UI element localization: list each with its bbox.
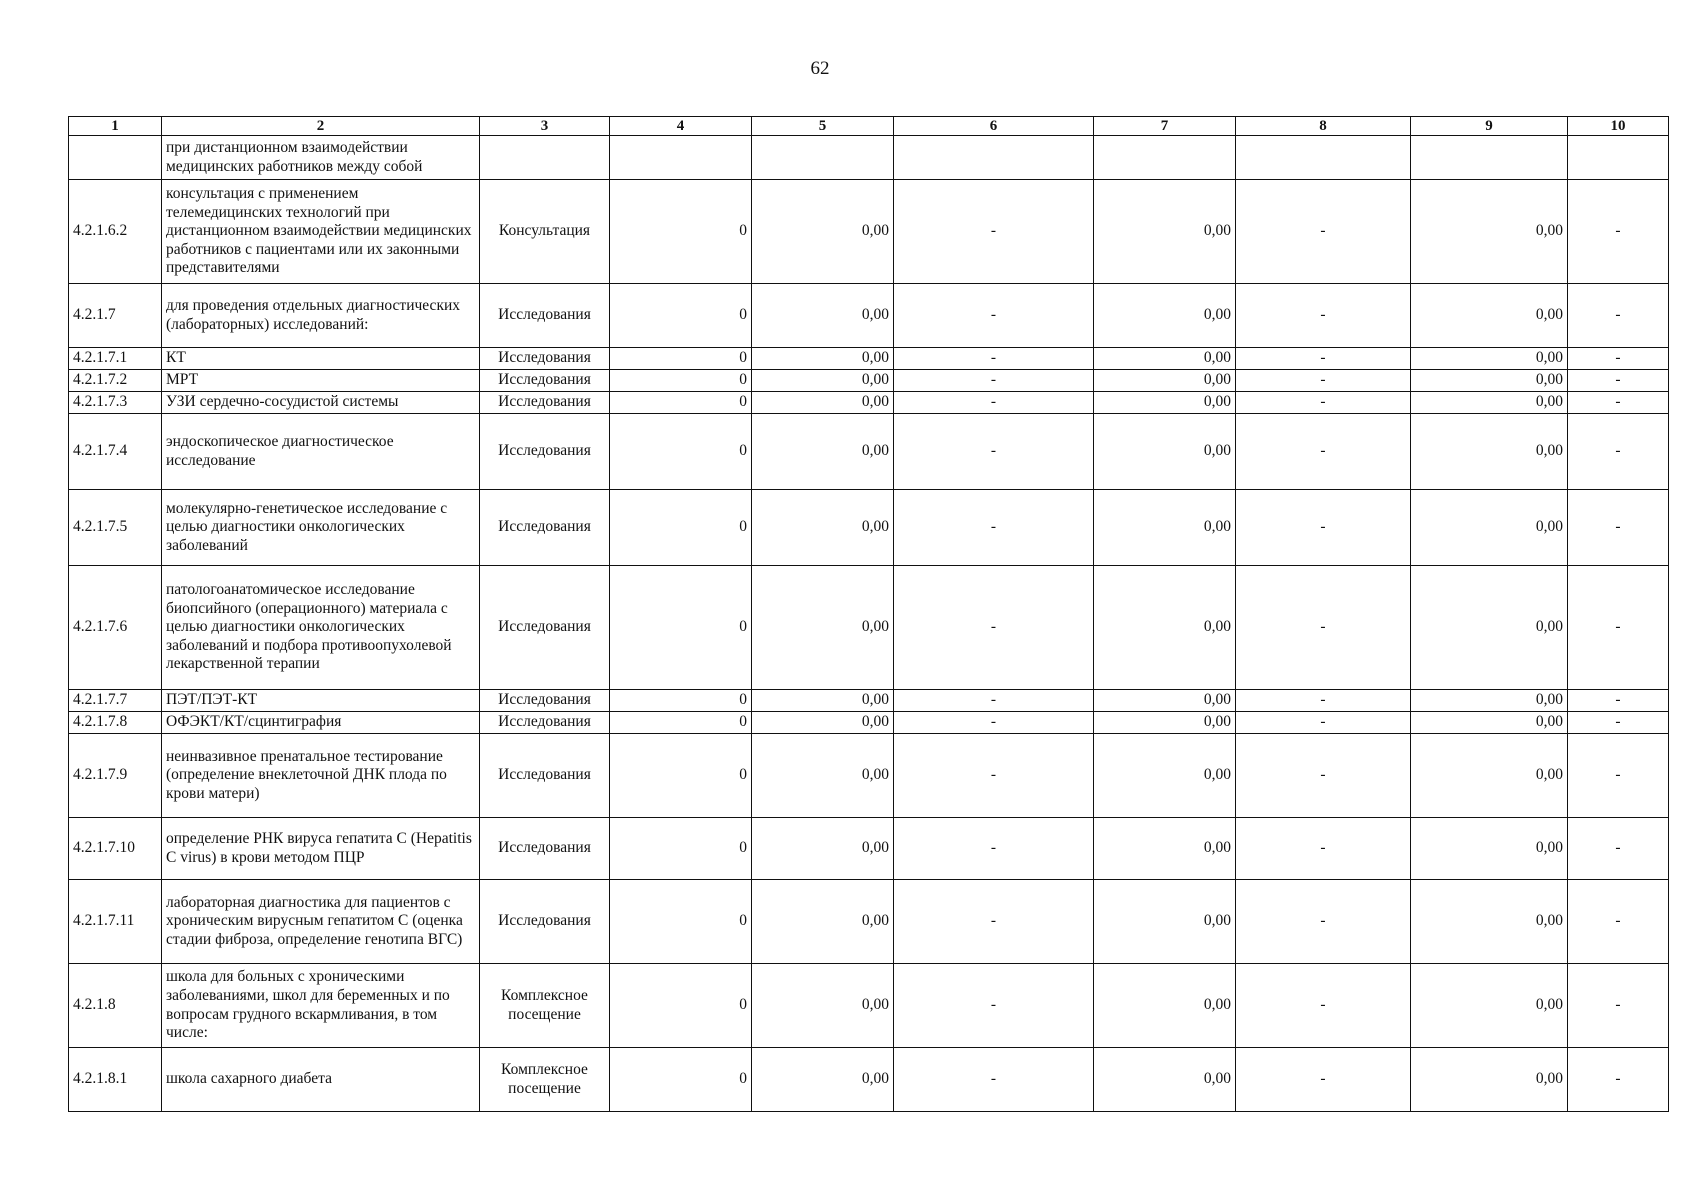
row-col4-cell: 0 <box>610 392 752 414</box>
page-number: 62 <box>810 58 830 79</box>
row-col10-cell: - <box>1568 284 1669 348</box>
row-col5-cell: 0,00 <box>752 348 894 370</box>
row-col9-cell: 0,00 <box>1411 712 1568 734</box>
row-unit-cell: Консультация <box>480 180 610 284</box>
row-col7-cell: 0,00 <box>1094 712 1236 734</box>
row-col6-cell: - <box>894 284 1094 348</box>
row-col7-cell: 0,00 <box>1094 392 1236 414</box>
row-col4-cell: 0 <box>610 1048 752 1112</box>
row-code-cell <box>69 136 162 180</box>
row-name-cell: КТ <box>162 348 480 370</box>
row-col10-cell: - <box>1568 348 1669 370</box>
row-code-cell: 4.2.1.6.2 <box>69 180 162 284</box>
row-col5-cell: 0,00 <box>752 690 894 712</box>
table-row <box>69 712 1669 734</box>
row-col4-cell: 0 <box>610 712 752 734</box>
row-col7-cell: 0,00 <box>1094 880 1236 964</box>
row-code-cell: 4.2.1.7.10 <box>69 818 162 880</box>
row-col7-cell: 0,00 <box>1094 690 1236 712</box>
table-row <box>69 392 1669 414</box>
row-col8-cell <box>1236 136 1411 180</box>
row-col6-cell: - <box>894 414 1094 490</box>
row-col10-cell: - <box>1568 712 1669 734</box>
row-col10-cell <box>1568 136 1669 180</box>
column-header: 9 <box>1411 117 1568 136</box>
row-col5-cell: 0,00 <box>752 284 894 348</box>
table-row <box>69 414 1669 490</box>
row-unit-cell: Исследования <box>480 348 610 370</box>
row-name-cell: патологоанатомическое исследование биопсийного (операционного) материала с целью диагностики онкологических заболеваний и подбора противоопухолевой лекарственной терапии <box>162 566 480 690</box>
row-col4-cell: 0 <box>610 370 752 392</box>
row-col9-cell: 0,00 <box>1411 284 1568 348</box>
row-code-cell: 4.2.1.7.5 <box>69 490 162 566</box>
row-col9-cell: 0,00 <box>1411 734 1568 818</box>
row-col8-cell: - <box>1236 818 1411 880</box>
row-col4-cell: 0 <box>610 880 752 964</box>
row-col9-cell: 0,00 <box>1411 490 1568 566</box>
row-col5-cell: 0,00 <box>752 370 894 392</box>
row-unit-cell: Комплексное посещение <box>480 964 610 1048</box>
row-col6-cell: - <box>894 690 1094 712</box>
column-header: 10 <box>1568 117 1669 136</box>
row-col10-cell: - <box>1568 734 1669 818</box>
row-col7-cell: 0,00 <box>1094 734 1236 818</box>
row-col10-cell: - <box>1568 880 1669 964</box>
row-col6-cell: - <box>894 392 1094 414</box>
row-col10-cell: - <box>1568 370 1669 392</box>
row-col4-cell: 0 <box>610 818 752 880</box>
row-col10-cell: - <box>1568 392 1669 414</box>
table-row <box>69 1048 1669 1112</box>
row-col6-cell <box>894 136 1094 180</box>
data-table <box>68 116 1669 1112</box>
row-code-cell: 4.2.1.7.4 <box>69 414 162 490</box>
table-row <box>69 566 1669 690</box>
row-col10-cell: - <box>1568 566 1669 690</box>
row-col8-cell: - <box>1236 712 1411 734</box>
row-code-cell: 4.2.1.8 <box>69 964 162 1048</box>
row-col9-cell: 0,00 <box>1411 566 1568 690</box>
table-row <box>69 348 1669 370</box>
row-col6-cell: - <box>894 964 1094 1048</box>
row-col9-cell: 0,00 <box>1411 348 1568 370</box>
row-col5-cell: 0,00 <box>752 414 894 490</box>
row-col8-cell: - <box>1236 734 1411 818</box>
table-row <box>69 690 1669 712</box>
row-col7-cell: 0,00 <box>1094 348 1236 370</box>
row-col4-cell: 0 <box>610 690 752 712</box>
row-name-cell: неинвазивное пренатальное тестирование (определение внеклеточной ДНК плода по крови матери) <box>162 734 480 818</box>
row-col10-cell: - <box>1568 490 1669 566</box>
row-col5-cell <box>752 136 894 180</box>
row-code-cell: 4.2.1.7 <box>69 284 162 348</box>
row-name-cell: ПЭТ/ПЭТ-КТ <box>162 690 480 712</box>
row-unit-cell: Исследования <box>480 690 610 712</box>
row-name-cell: при дистанционном взаимодействии медицинских работников между собой <box>162 136 480 180</box>
row-col8-cell: - <box>1236 370 1411 392</box>
row-col9-cell: 0,00 <box>1411 690 1568 712</box>
row-col5-cell: 0,00 <box>752 180 894 284</box>
row-col6-cell: - <box>894 348 1094 370</box>
row-unit-cell: Исследования <box>480 370 610 392</box>
column-header: 5 <box>752 117 894 136</box>
row-col6-cell: - <box>894 370 1094 392</box>
row-col4-cell <box>610 136 752 180</box>
row-code-cell: 4.2.1.7.7 <box>69 690 162 712</box>
row-col4-cell: 0 <box>610 964 752 1048</box>
row-code-cell: 4.2.1.7.9 <box>69 734 162 818</box>
row-code-cell: 4.2.1.7.8 <box>69 712 162 734</box>
row-col5-cell: 0,00 <box>752 880 894 964</box>
row-code-cell: 4.2.1.7.3 <box>69 392 162 414</box>
row-col5-cell: 0,00 <box>752 392 894 414</box>
column-header: 2 <box>162 117 480 136</box>
row-code-cell: 4.2.1.7.11 <box>69 880 162 964</box>
row-col9-cell: 0,00 <box>1411 880 1568 964</box>
row-name-cell: определение РНК вируса гепатита С (Hepatitis С virus) в крови методом ПЦР <box>162 818 480 880</box>
row-col7-cell <box>1094 136 1236 180</box>
table-row <box>69 964 1669 1048</box>
column-header: 8 <box>1236 117 1411 136</box>
row-name-cell: для проведения отдельных диагностических (лабораторных) исследований: <box>162 284 480 348</box>
row-col7-cell: 0,00 <box>1094 818 1236 880</box>
row-col4-cell: 0 <box>610 414 752 490</box>
row-col10-cell: - <box>1568 1048 1669 1112</box>
column-header: 3 <box>480 117 610 136</box>
row-col9-cell: 0,00 <box>1411 392 1568 414</box>
row-unit-cell: Исследования <box>480 734 610 818</box>
row-col5-cell: 0,00 <box>752 964 894 1048</box>
row-name-cell: школа для больных с хроническими заболеваниями, школ для беременных и по вопросам грудного вскармливания, в том числе: <box>162 964 480 1048</box>
row-col9-cell: 0,00 <box>1411 1048 1568 1112</box>
row-col7-cell: 0,00 <box>1094 1048 1236 1112</box>
row-name-cell: УЗИ сердечно-сосудистой системы <box>162 392 480 414</box>
row-col8-cell: - <box>1236 180 1411 284</box>
row-col10-cell: - <box>1568 414 1669 490</box>
row-col7-cell: 0,00 <box>1094 566 1236 690</box>
row-col7-cell: 0,00 <box>1094 414 1236 490</box>
row-col5-cell: 0,00 <box>752 566 894 690</box>
row-code-cell: 4.2.1.8.1 <box>69 1048 162 1112</box>
table-row <box>69 180 1669 284</box>
row-col5-cell: 0,00 <box>752 734 894 818</box>
row-col9-cell: 0,00 <box>1411 818 1568 880</box>
column-header: 6 <box>894 117 1094 136</box>
table-body <box>69 136 1669 1112</box>
row-unit-cell: Комплексное посещение <box>480 1048 610 1112</box>
row-col6-cell: - <box>894 818 1094 880</box>
row-col8-cell: - <box>1236 880 1411 964</box>
row-col10-cell: - <box>1568 964 1669 1048</box>
row-unit-cell: Исследования <box>480 490 610 566</box>
row-col6-cell: - <box>894 180 1094 284</box>
row-col7-cell: 0,00 <box>1094 370 1236 392</box>
row-unit-cell: Исследования <box>480 566 610 690</box>
row-col9-cell: 0,00 <box>1411 964 1568 1048</box>
row-name-cell: эндоскопическое диагностическое исследование <box>162 414 480 490</box>
row-col5-cell: 0,00 <box>752 1048 894 1112</box>
row-col9-cell <box>1411 136 1568 180</box>
row-col4-cell: 0 <box>610 348 752 370</box>
row-code-cell: 4.2.1.7.2 <box>69 370 162 392</box>
row-col5-cell: 0,00 <box>752 818 894 880</box>
table-row <box>69 818 1669 880</box>
column-header: 4 <box>610 117 752 136</box>
row-col6-cell: - <box>894 734 1094 818</box>
row-col8-cell: - <box>1236 284 1411 348</box>
row-col8-cell: - <box>1236 566 1411 690</box>
row-col4-cell: 0 <box>610 490 752 566</box>
row-col8-cell: - <box>1236 392 1411 414</box>
row-col4-cell: 0 <box>610 180 752 284</box>
row-col8-cell: - <box>1236 348 1411 370</box>
row-col6-cell: - <box>894 712 1094 734</box>
row-code-cell: 4.2.1.7.1 <box>69 348 162 370</box>
row-name-cell: консультация с применением телемедицинских технологий при дистанционном взаимодействии медицинских работников с пациентами или их законными представителями <box>162 180 480 284</box>
row-unit-cell: Исследования <box>480 880 610 964</box>
row-col6-cell: - <box>894 490 1094 566</box>
column-header: 1 <box>69 117 162 136</box>
row-col8-cell: - <box>1236 414 1411 490</box>
row-col7-cell: 0,00 <box>1094 284 1236 348</box>
row-col4-cell: 0 <box>610 734 752 818</box>
row-unit-cell: Исследования <box>480 392 610 414</box>
column-header: 7 <box>1094 117 1236 136</box>
row-col9-cell: 0,00 <box>1411 414 1568 490</box>
header-row <box>69 117 1669 136</box>
table-row <box>69 284 1669 348</box>
row-col9-cell: 0,00 <box>1411 180 1568 284</box>
row-unit-cell: Исследования <box>480 818 610 880</box>
table-row <box>69 880 1669 964</box>
row-col9-cell: 0,00 <box>1411 370 1568 392</box>
row-name-cell: молекулярно-генетическое исследование с целью диагностики онкологических заболеваний <box>162 490 480 566</box>
table-row <box>69 370 1669 392</box>
table-row <box>69 136 1669 180</box>
row-name-cell: ОФЭКТ/КТ/сцинтиграфия <box>162 712 480 734</box>
row-col7-cell: 0,00 <box>1094 964 1236 1048</box>
row-col10-cell: - <box>1568 180 1669 284</box>
row-col5-cell: 0,00 <box>752 712 894 734</box>
row-unit-cell: Исследования <box>480 712 610 734</box>
row-col6-cell: - <box>894 1048 1094 1112</box>
row-col4-cell: 0 <box>610 284 752 348</box>
row-col8-cell: - <box>1236 690 1411 712</box>
row-col8-cell: - <box>1236 1048 1411 1112</box>
row-col10-cell: - <box>1568 818 1669 880</box>
row-name-cell: лабораторная диагностика для пациентов с хроническим вирусным гепатитом С (оценка стадии фиброза, определение генотипа ВГС) <box>162 880 480 964</box>
row-unit-cell: Исследования <box>480 284 610 348</box>
row-unit-cell: Исследования <box>480 414 610 490</box>
row-col5-cell: 0,00 <box>752 490 894 566</box>
table-row <box>69 734 1669 818</box>
row-col8-cell: - <box>1236 490 1411 566</box>
row-col4-cell: 0 <box>610 566 752 690</box>
row-col6-cell: - <box>894 566 1094 690</box>
row-unit-cell <box>480 136 610 180</box>
row-name-cell: школа сахарного диабета <box>162 1048 480 1112</box>
row-col10-cell: - <box>1568 690 1669 712</box>
row-col8-cell: - <box>1236 964 1411 1048</box>
row-col7-cell: 0,00 <box>1094 180 1236 284</box>
row-col6-cell: - <box>894 880 1094 964</box>
row-name-cell: МРТ <box>162 370 480 392</box>
table-row <box>69 490 1669 566</box>
row-col7-cell: 0,00 <box>1094 490 1236 566</box>
row-code-cell: 4.2.1.7.6 <box>69 566 162 690</box>
